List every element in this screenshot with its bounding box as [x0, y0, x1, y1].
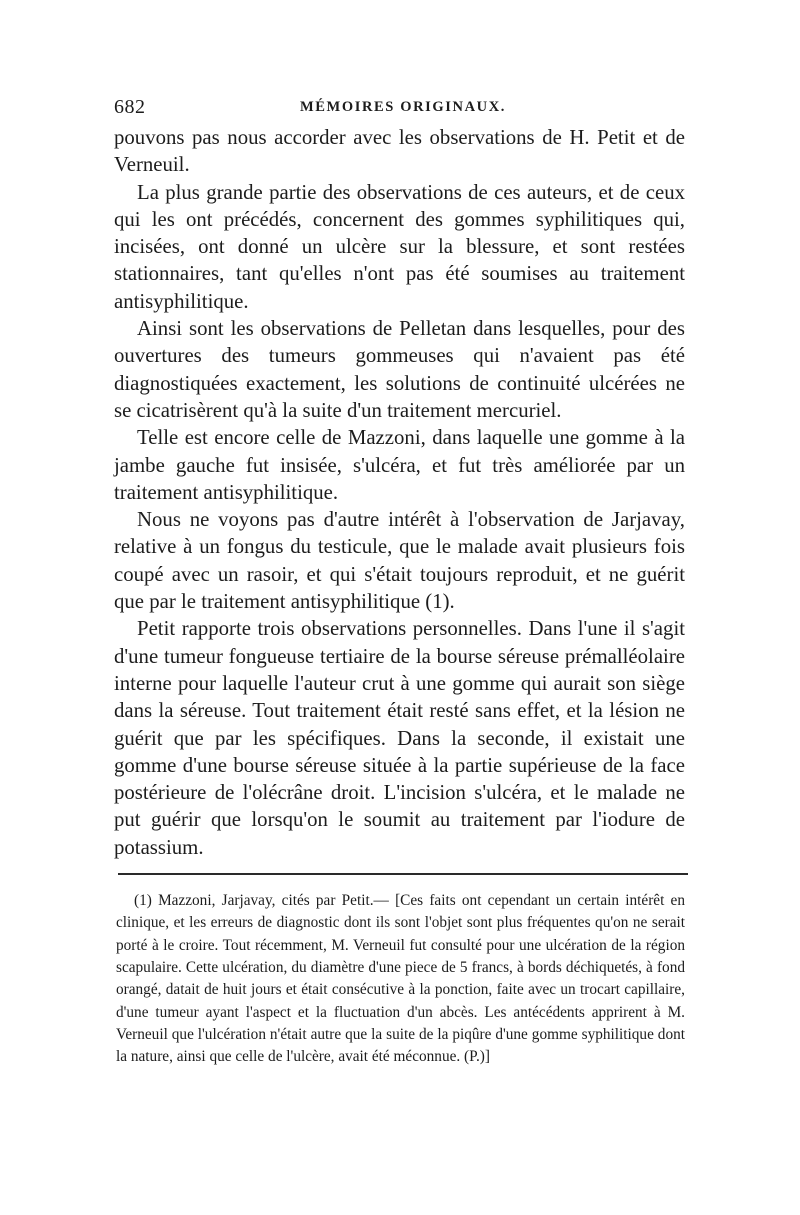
- paragraph: La plus grande partie des observations de ces auteurs, et de ceux qui les ont précédés, concernent des gommes syphilitiques qui, incisées, ont donné un ulcère sur la blessure, et sont restées stationnaires, tant qu'elles n'ont pas été soumises au traitement antisyphilitique.: [114, 180, 685, 313]
- footnote-text: (1) Mazzoni, Jarjavay, cités par Petit.— [Ces faits ont cependant un certain intérêt en clinique, et les erreurs de diagnostic dont ils sont l'objet sont plus fréquentes qu'on ne serait porté à le croire. Tout récemment, M. Verneuil fut consulté pour une ulcération de la région scapulaire. Cette ulcération, du diamètre d'une piece de 5 francs, à bords déchiquetés, à fond orangé, datait de huit jours et était consécutive à la ponction, faite avec un trocart capillaire, d'une tumeur ayant l'aspect et la fluctuation d'un abcès. Les antécédents apprirent à M. Verneuil que l'ulcération n'était autre que la suite de la piqûre d'une gomme syphilitique dont la nature, ainsi que celle de l'ulcère, avait été méconnue. (P.)]: [116, 892, 685, 1066]
- running-header-title: MÉMOIRES ORIGINAUX.: [300, 99, 507, 115]
- paragraph: Telle est encore celle de Mazzoni, dans laquelle une gomme à la jambe gauche fut insisée, s'ulcéra, et fut très améliorée par un traitement antisyphilitique.: [114, 426, 685, 504]
- running-header: [114, 96, 685, 124]
- footnote: [116, 890, 685, 1068]
- document-page: [114, 96, 685, 1068]
- page-number: 682: [114, 96, 146, 118]
- paragraph: Petit rapporte trois observations personnelles. Dans l'une il s'agit d'une tumeur fongueuse tertiaire de la bourse séreuse prémalléolaire interne pour laquelle l'auteur crut à une gomme qui aurait son siège dans la séreuse. Tout traitement était resté sans effet, et la lésion ne guérit que par les spécifiques. Dans la seconde, il existait une gomme d'une bourse séreuse située à la partie supérieuse de la face postérieure de l'olécrâne droit. L'incision s'ulcéra, et le malade ne put guérir que lorsqu'on le soumit au traitement par l'iodure de potassium.: [114, 617, 685, 859]
- paragraph: Ainsi sont les observations de Pelletan dans lesquelles, pour des ouvertures des tumeurs gommeuses qui n'avaient pas été diagnostiquées exactement, les solutions de continuité ulcérées ne se cicatrisèrent qu'à la suite d'un traitement mercuriel.: [114, 317, 685, 422]
- paragraph: Nous ne voyons pas d'autre intérêt à l'observation de Jarjavay, relative à un fongus du testicule, que le malade avait plusieurs fois coupé avec un rasoir, et qui s'était toujours reproduit, et ne guérit que par le traitement antisyphilitique (1).: [114, 508, 685, 614]
- body-text: [114, 124, 685, 861]
- footnote-divider: [118, 873, 688, 875]
- paragraph-continuation: pouvons pas nous accorder avec les observations de H. Petit et de Verneuil.: [114, 126, 685, 177]
